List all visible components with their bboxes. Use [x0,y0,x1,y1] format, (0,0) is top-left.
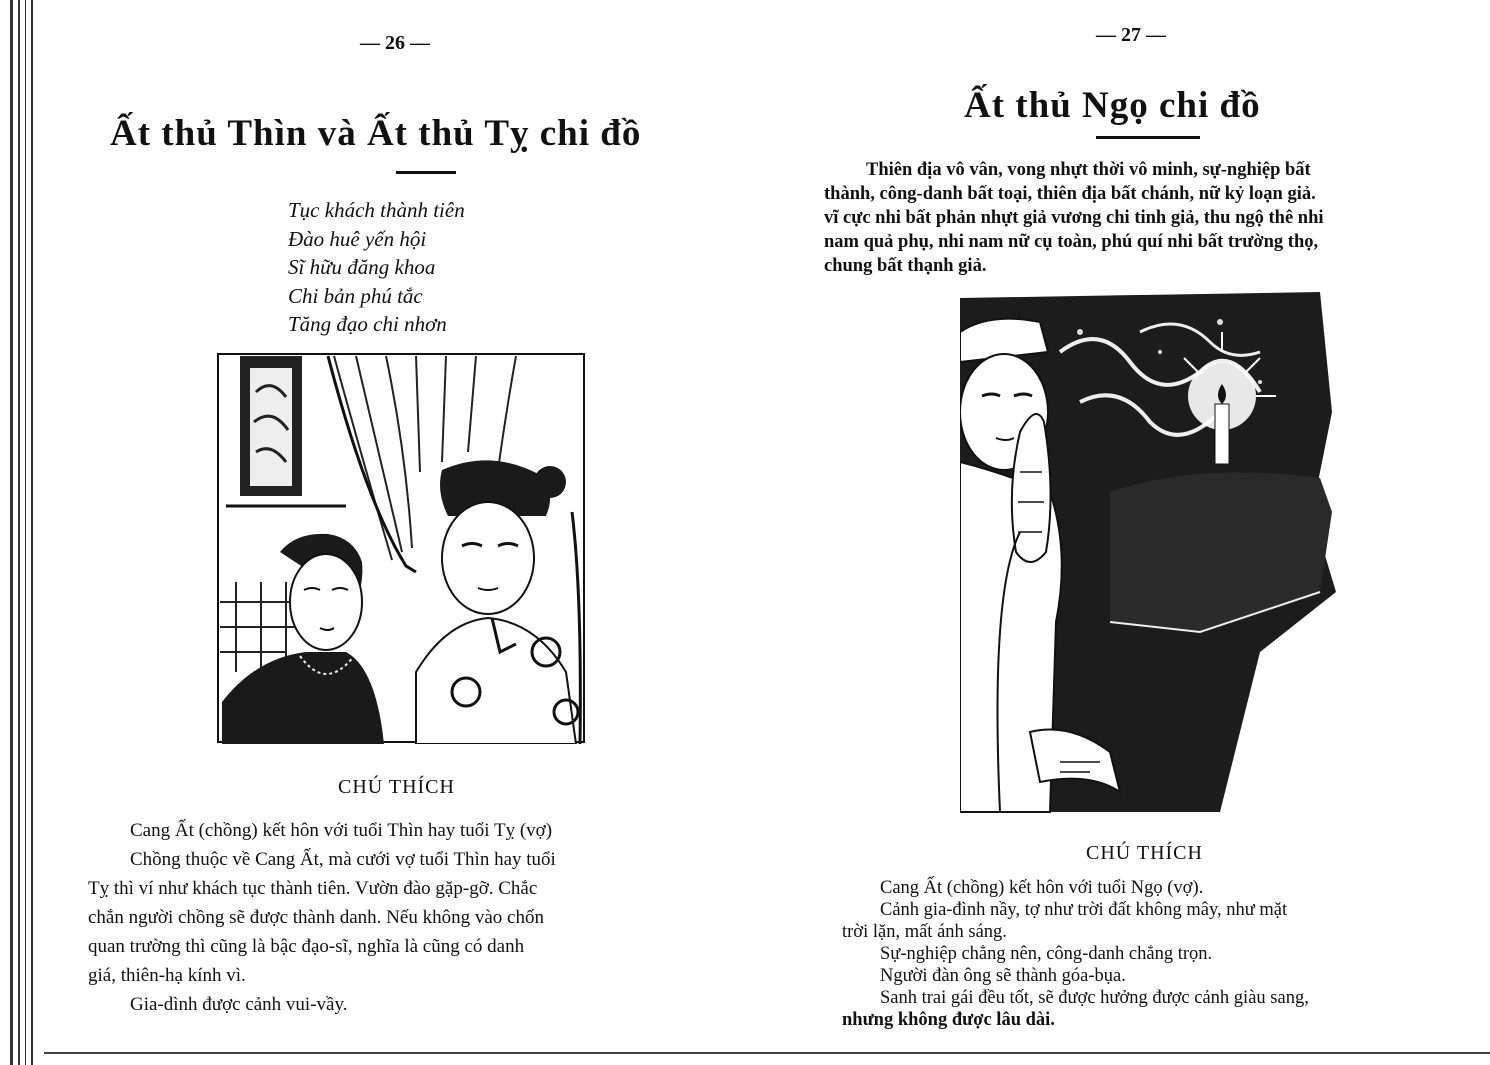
intro-line: Thiên địa vô vân, vong nhựt thời vô minh, sự-nghiệp bất [866,160,1311,180]
note-line: giá, thiên-hạ kính vì. [88,965,246,986]
note-line: Chồng thuộc về Cang Ất, mà cưới vợ tuổi Thìn hay tuổi [130,849,556,870]
binding-edge [0,0,40,1065]
poem-line: Đào huê yến hội [288,226,427,251]
intro-line: chung bất thạnh giả. [824,256,987,276]
poem [288,196,465,339]
note-heading: CHÚ THÍCH [338,776,455,798]
poem-line: Tục khách thành tiên [288,198,465,222]
note-line: Cang Ất (chồng) kết hôn với tuổi Ngọ (vợ). [880,878,1204,898]
note-line: Sự-nghiệp chẳng nên, công-danh chẳng trọn. [880,944,1213,964]
poem-line: Chi bản phú tắc [288,283,423,308]
page-number: — 26 — [360,32,430,54]
intro-text [824,158,1450,278]
poem-line: Sĩ hữu đăng khoa [288,255,436,280]
note-line: Sanh trai gái đều tốt, sẽ được hưởng được cảnh giàu sang, [880,988,1309,1008]
left-page [40,0,760,1065]
right-page [780,0,1480,1065]
note-line: Cang Ất (chồng) kết hôn với tuổi Thìn hay tuổi Tỵ (vợ) [130,820,553,841]
note-line: chắn người chồng sẽ được thành danh. Nếu không vào chốn [88,907,544,928]
page-title: Ất thủ Thìn và Ất thủ Tỵ chi đồ [110,113,642,154]
intro-line: vĩ cực nhi bất phản nhựt giả vương chi tinh giả, thu ngộ thê nhi [824,208,1324,228]
couple-illustration [216,352,586,744]
note-heading: CHÚ THÍCH [1086,842,1203,864]
note-line: nhưng không được lâu dài. [842,1010,1055,1030]
note-line: Gia-dình được cảnh vui-vầy. [130,994,348,1015]
page-title: Ất thủ Ngọ chi đồ [964,85,1261,126]
note-text [88,816,712,1019]
note-line: Tỵ thì ví như khách tục thành tiên. Vườn đào gặp-gỡ. Chắc [88,878,538,899]
intro-line: nam quả phụ, nhi nam nữ cụ toàn, phú quí nhi bất trường thọ, [824,232,1319,252]
note-line: Người đàn ông sẽ thành góa-bụa. [880,966,1126,986]
praying-man-candle-illustration [960,292,1340,818]
note-line: Cảnh gia-đình nầy, tợ như trời đất không mây, như mặt [880,900,1288,920]
title-underline [1096,136,1200,139]
intro-line: thành, công-danh bất toại, thiên địa bất chánh, nữ kỷ loạn giả. [824,184,1316,204]
title-underline [396,171,456,174]
note-line: quan trường thì cũng là bậc đạo-sĩ, nghĩa là cũng có danh [88,936,525,957]
poem-line: Tăng đạo chi nhơn [288,312,447,337]
note-line: trời lặn, mất ánh sáng. [842,922,1007,942]
page-number: — 27 — [1096,24,1166,46]
